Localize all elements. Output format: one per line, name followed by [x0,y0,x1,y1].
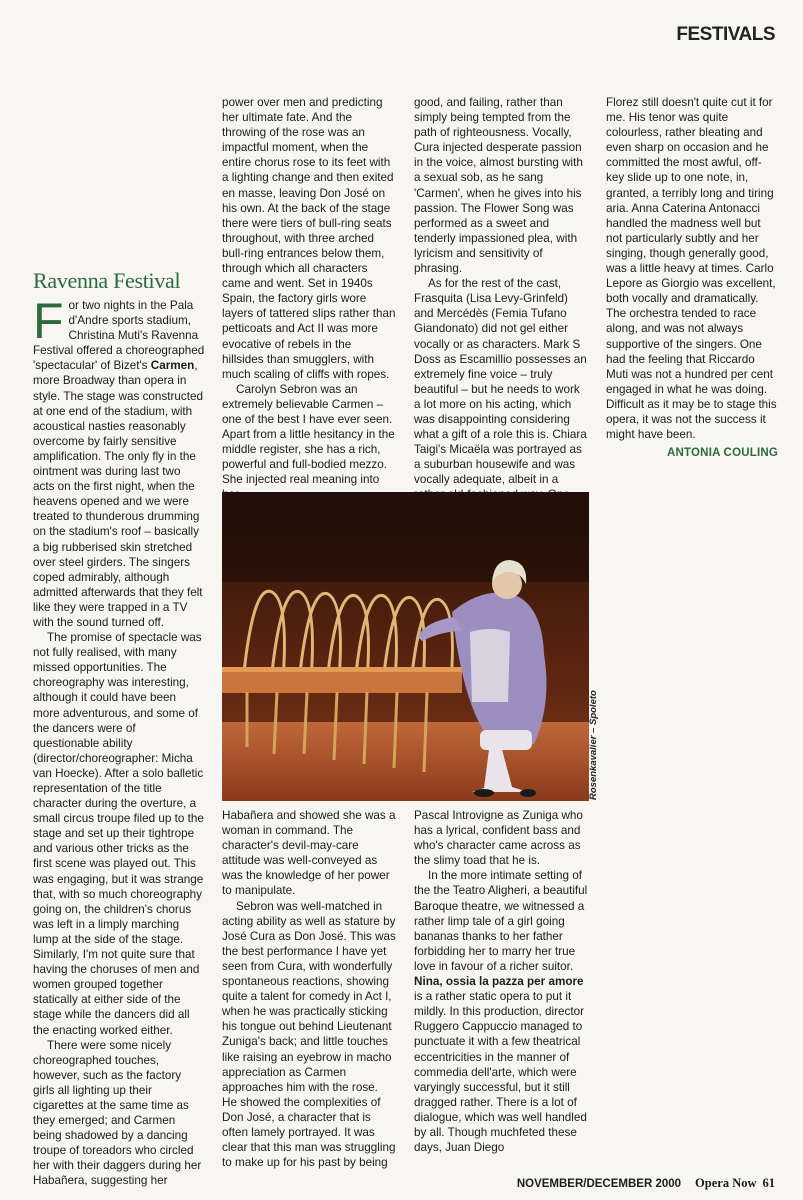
paragraph: Sebron was well-matched in acting ability as well as stature by José Cura as Don José. This was the best performance I have yet seen from Cura, with wonderfully spontaneous reactions, showing quite a talent for comedy in Act I, when he was practically sticking his tongue out behind Lieutenant Zuniga's back; and little touches like raising an eyebrow in macho appreciation as Carmen approaches him with the rose. He showed the complexities of Don José, a character that is often lamely portrayed. It was clear that this man was struggling to make up for his past by being [222,899,396,1170]
column-3-bottom [414,808,589,1155]
column-2-top [222,95,396,503]
byline: ANTONIA COULING [667,447,778,460]
paragraph: In the more intimate setting of the the Teatro Aligheri, a beautiful Baroque theatre, we witnessed a rather limp tale of a girl going bananas thanks to her father forbidding her to marry her true love in favour of a richer suitor. Nina, ossia la pazza per amore is a rather static opera to put it mildly. In this production, director Ruggero Cappuccio managed to punctuate it with a few theatrical eccentricities in the manner of commedia dell'arte, which were varyingly successful, but it still dragged rather. There is a lot of dialogue, which was well handled by all. Though muchfeted these days, Juan Diego [414,869,588,1155]
column-3-top [414,95,589,518]
stage-photo-illustration [222,492,589,801]
column-2-bottom [222,808,396,1170]
drop-cap: F [33,293,64,349]
column-4 [606,95,778,461]
section-label: FESTIVALS [676,24,775,45]
paragraph: The promise of spectacle was not fully realised, with many missed opportunities. The choreography was interesting, although it could have been more adventurous, and some of the dancers were of questionable ability (director/choreographer: Micha van Hoecke). After a solo balletic representation of the title character during the overture, a small circus troupe filed up to the stage and set up their tightrope and various other tricks as the first scene was played out. This was engaging, but it was strange that, with so much choreography going on, the children's chorus was left in a limply marching lump at the side of the stage. Similarly, I'm not quite sure that having the choruses of men and women grouped together statically at either side of the stage while the dancers did all the enacting worked either. [33,631,204,1037]
article-heading: Ravenna Festival [33,268,181,293]
issue-date: NOVEMBER/DECEMBER 2000 [516,1178,682,1190]
magazine-name: Opera Now [695,1176,757,1190]
stage-photo [222,492,589,801]
paragraph: power over men and predicting her ultimate fate. And the throwing of the rose was an impactful moment, when the entire chorus rose to its feet with a lighting change and then exited en masse, leaving Don José on his own. At the back of the stage there were tiers of bull-ring seats throughout, with three arched bull-ring entrances below them, through which all characters came and went. Set in 1940s Spain, the factory girls wore layers of tattered slips rather than petticoats and Act II was more evocative of rebels in the hillsides than smugglers, with much scaling of cliffs with ropes. [222,96,396,381]
paragraph: Florez still doesn't quite cut it for me. His tenor was quite colourless, rather bleating and even sharp on occasion and he committed the most awful, off-key slide up to one note, in, granted, a terribly long and tiring aria. Anna Caterina Antonacci handled the madness well but not particularly subtly and her singing, though generally good, was a little heavy at times. Carlo Lepore as Giorgio was excellent, both vocally and dramatically. The orchestra tended to race along, and was not always supportive of the singers. One had the feeling that Riccardo Muti was not a hundred per cent engaged in what he was doing. Difficult as it may be to stage this opera, it was not the success it might have been. [606,96,777,442]
paragraph: There were some nicely choreographed touches, however, such as the factory girls all lighting up their cigarettes at the same time as they emerged; and Carmen being shadowed by a dancing troupe of toreadors who circled her with their daggers during her Habañera, suggesting her [33,1038,202,1188]
photo-credit: Rosenkavalier – Spoleto [588,690,599,800]
column-1 [33,293,205,1189]
paragraph: For two nights in the Pala d'Andre sports stadium, Christina Muti's Ravenna Festival offered a choreographed 'spectacular' of Bizet's Carmen, more Broadway than opera in style. The stage was constructed at one end of the stadium, with acoustical nasties reasonably overcome by fairly sensitive amplification. The only fly in the ointment was during last two acts on the first night, when the heavens opened and we were treated to thunderous drumming on the stadium's roof – basically a big rubberised skin stretched over steel girders. The singers coped admirably, although admitted afterwards that they felt like they were trapped in a TV with the sound turned off. [33,293,205,629]
opera-title: Carmen [150,359,195,373]
page-number: 61 [762,1176,775,1190]
page-footer [517,1176,775,1191]
paragraph: good, and failing, rather than simply being tempted from the path of righteousness. Vocally, Cura injected desperate passion in the voice, almost bursting with a sexual sob, as he sang 'Carmen', when he gives into his passion. The Flower Song was performed as a sweet and tenderly impassioned plea, with lyricism and sensitivity of phrasing. [414,96,583,276]
paragraph: Habañera and showed she was a woman in command. The character's devil-may-care attitude was well-conveyed as was the knowledge of her power to manipulate. [222,809,396,898]
paragraph: Carolyn Sebron was an extremely believable Carmen – one of the best I have ever seen. Apart from a little hesitancy in the middle register, she has a rich, powerful and full-bodied mezzo. She injected real meaning into [222,382,395,487]
paragraph: Pascal Introvigne as Zuniga who has a lyrical, confident bass and who's character came across as the slimy toad that he is. [414,809,583,868]
paragraph: As for the rest of the cast, Frasquita (Lisa Levy-Grinfeld) and Mercédès (Femia Tufano Giandonato) did not gel either vocally or as characters. Mark S Doss as Escamillio possesses an extremely fine voice – truly beautiful – but he needs to work a lot more on his acting, which was disappointing considering what a gift of a role this is. Chiara Taigi's Micaëla was portrayed as a suburban housewife and was vocally adequate, albeit in a [414,277,587,487]
opera-title: Nina, ossia la pazza per amore [414,975,584,989]
